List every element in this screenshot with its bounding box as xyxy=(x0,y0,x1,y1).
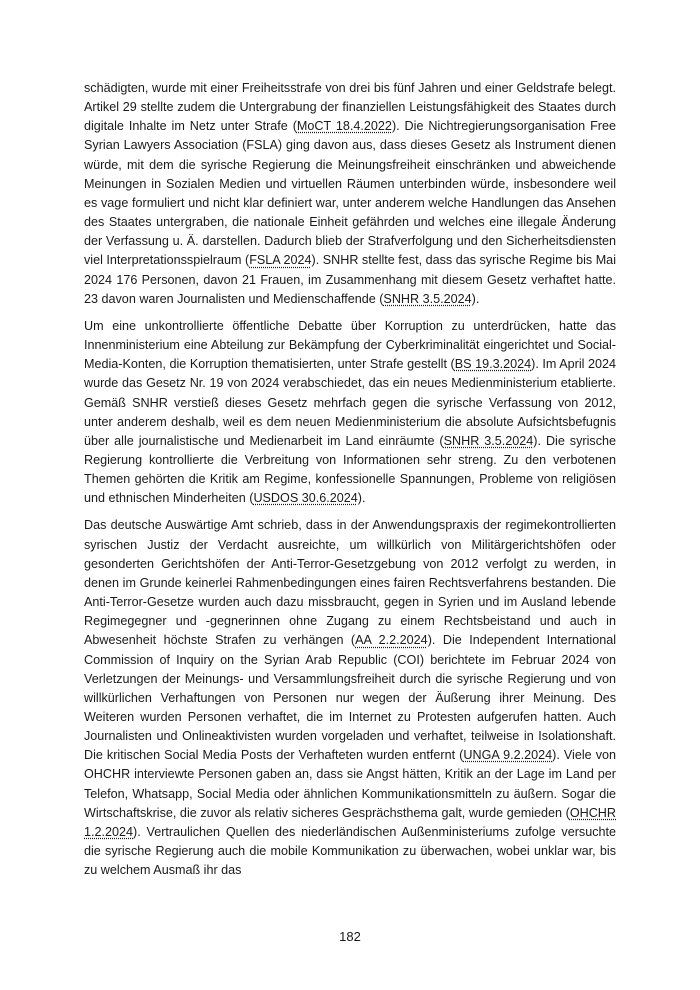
paragraph-text: ). Viele von OHCHR interviewte Personen gaben an, dass sie Angst hätten, Kritik an der Lage im Land per Telefon, Whatsapp, Social Media oder ähnlichen Kommunikationsmitteln zu äußern. Sogar die Wirtschaftskrise, die zuvor als relativ sicheres Gesprächsthema galt, wurde gemieden ( xyxy=(84,748,616,820)
source-reference-link[interactable]: FSLA 2024 xyxy=(249,253,312,268)
paragraph-text: ). Die Nichtregierungsorganisation Free Syrian Lawyers Association (FSLA) ging davon aus, dass dieses Gesetz als Instrument dienen würde, mit dem die syrische Regierung die Meinungsfreiheit einschränken und abweichende Meinungen in Sozialen Medien und virtuellen Räumen unterbinden würde, insbesondere weil es vage formuliert und nicht klar definiert war, unter anderem welche Handlungen das Ansehen des Staates untergraben, die nationale Einheit gefährden und welches eine illegale Änderung der Verfassung u. Ä. darstellen. Dadurch blieb der Strafverfolgung und den Sicherheitsdiensten viel Interpretationsspielraum ( xyxy=(84,119,616,268)
source-reference-link[interactable]: BS 19.3.2024 xyxy=(454,357,532,372)
source-reference-link[interactable]: OHCHR 1.2.2024 xyxy=(84,805,616,839)
source-reference-link[interactable]: USDOS 30.6.2024 xyxy=(253,491,358,506)
paragraph-text: schädigten, wurde mit einer Freiheitsstrafe von drei bis fünf Jahren und einer Geldstrafe belegt. Artikel 29 stellte zudem die Untergrabung der finanziellen Leistungsfähigkeit des Staates durch digitale Inhalte im Netz unter Strafe ( xyxy=(84,81,616,134)
source-reference-link[interactable]: AA 2.2.2024 xyxy=(355,633,428,648)
page-number: 182 xyxy=(339,929,361,944)
source-reference-link[interactable]: MoCT 18.4.2022 xyxy=(296,119,392,134)
paragraph-text: Das deutsche Auswärtige Amt schrieb, dass in der Anwendungspraxis der regimekontrollierten syrischen Justiz der Verdacht ausreichte, um willkürlich von Militärgerichtshöfen oder gesonderten Gerichtshöfen der Anti-Terror-Gesetzgebung von 2012 verfolgt zu werden, in denen im Grunde keinerlei Rahmenbedingungen eines fairen Rechtsverfahrens bestanden. Die Anti-Terror-Gesetze wurden auch dazu missbraucht, gegen in Syrien und im Ausland lebende Regimegegner und -gegnerinnen ohne Zugang zu einem Rechtsbeistand und auch in Abwesenheit höchste Strafen zu verhängen ( xyxy=(84,518,616,648)
paragraph-text: ). xyxy=(471,291,480,306)
paragraph-text: ). Im April 2024 wurde das Gesetz Nr. 19 von 2024 verabschiedet, das ein neues Medienministerium etablierte. Gemäß SNHR verstieß dieses Gesetz mehrfach gegen die syrische Verfassung von 2012, unter anderem deshalb, weil es dem neuen Medienministerium die absolute Aufsichtsbefugnis über alle journalistische und Medienarbeit im Land einräumte ( xyxy=(84,357,616,448)
paragraph xyxy=(84,317,616,509)
body-text xyxy=(84,79,616,888)
paragraph xyxy=(84,516,616,880)
paragraph-text: ). Die syrische Regierung kontrollierte die Verbreitung von Informationen sehr streng. Zu den verbotenen Themen gehörten die Kritik am Regime, konfessionelle Spannungen, Probleme von religiösen und ethnischen Minderheiten ( xyxy=(84,433,616,506)
source-reference-link[interactable]: SNHR 3.5.2024 xyxy=(383,291,472,306)
source-reference-link[interactable]: SNHR 3.5.2024 xyxy=(443,433,534,448)
source-reference-link[interactable]: UNGA 9.2.2024 xyxy=(463,748,553,763)
paragraph-text: ). xyxy=(357,491,366,506)
paragraph-text: Um eine unkontrollierte öffentliche Debatte über Korruption zu unterdrücken, hatte das Innenministerium eine Abteilung zur Bekämpfung der Cyberkriminalität eingerichtet und Social-Media-Konten, die Korruption thematisierten, unter Strafe gestellt ( xyxy=(84,318,616,372)
paragraph-text: ). SNHR stellte fest, dass das syrische Regime bis Mai 2024 176 Personen, davon 21 Frauen, im Zusammenhang mit diesem Gesetz verhaftet hatte. 23 davon waren Journalisten und Medienschaffende ( xyxy=(84,253,616,306)
paragraph-text: ). Die Independent International Commission of Inquiry on the Syrian Arab Republic (COI) berichtete im Februar 2024 von Verletzungen der Meinungs- und Versammlungsfreiheit durch die syrische Regierung und von willkürlichen Verhaftungen von Personen nur wegen der Äußerung ihrer Meinung. Des Weiteren wurden Personen verhaftet, die im Internet zu Protesten aufgerufen hatten. Auch Journalisten und Onlineaktivisten wurden vorgeladen und verhaftet, teilweise in Isolationshaft. Die kritischen Social Media Posts der Verhafteten wurden entfernt ( xyxy=(84,633,616,763)
paragraph xyxy=(84,79,616,309)
paragraph-text: ). Vertraulichen Quellen des niederländischen Außenministeriums zufolge versuchte die syrische Regierung auch die mobile Kommunikation zu überwachen, wobei unklar war, bis zu welchem Ausmaß ihr das xyxy=(84,824,616,878)
